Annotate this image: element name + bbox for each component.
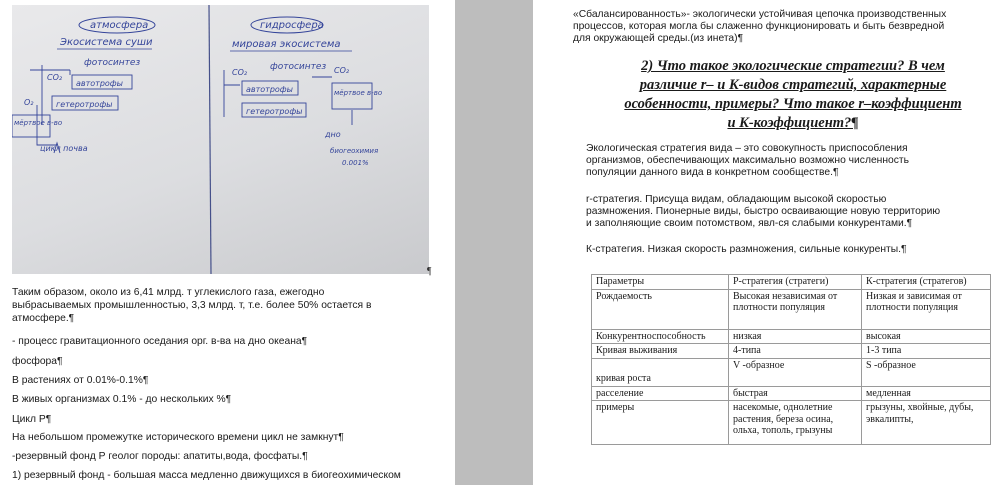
table-row [592, 401, 991, 445]
photo-pilcrow: ¶ [427, 266, 432, 277]
left-paragraph-1: Таким образом, около из 6,41 млрд. т углекислого газа, ежегодно [12, 287, 325, 298]
table-header-cell: К-стратегия (стратегов) [862, 275, 991, 290]
para1-line-1: Экологическая стратегия вида – это совокупность приспособления [586, 143, 908, 154]
para1-line-2: организмов, обеспечивающих максимально возможно численность [586, 155, 910, 166]
table-cell: Конкурентноспособность [592, 329, 729, 344]
para3: К-стратегия. Низкая скорость размножения, сильные конкуренты.¶ [586, 244, 907, 255]
heterotrophs-right-text: гетеротрофы [246, 107, 303, 116]
biogeochem-text: биогеохимия [330, 147, 379, 155]
para1-line-3: популяции данного вида в конкретном сообществе.¶ [586, 167, 839, 178]
bottom-text: дно [325, 130, 341, 139]
handwritten-notes-photo [12, 5, 429, 274]
left-paragraph-4: - процесс гравитационного оседания орг. в-ва на дно океана¶ [12, 336, 308, 347]
table-cell: S -образное [862, 358, 991, 386]
left-title-text: атмосфера [90, 20, 149, 31]
para2-line-1: r-стратегия. Присуща видам, обладающим высокой скоростью [586, 194, 887, 205]
photosynthesis-left-text: фотосинтез [84, 58, 141, 68]
table-cell: высокая [862, 329, 991, 344]
table-row [592, 386, 991, 401]
table-header-cell: Параметры [592, 275, 729, 290]
right-title-text: гидросфера [260, 20, 324, 31]
percent-text: 0.001% [342, 159, 369, 167]
left-subtitle-text: Экосистема суши [60, 37, 153, 48]
table-cell: Рождаемость [592, 289, 729, 329]
table-cell: грызуны, хвойные, дубы, эвкалипты, [862, 401, 991, 445]
right-document-page [533, 0, 1000, 485]
left-paragraph-10: -резервный фонд Р геолог породы: апатиты,вода, фосфаты.¶ [12, 451, 308, 462]
left-paragraph-8: Цикл Р¶ [12, 414, 52, 425]
table-cell: 1-3 типа [862, 344, 991, 359]
para2-line-3: и заполняющие своим потомством, явл-ся слабыми конкурентами.¶ [586, 218, 913, 229]
table-row [592, 289, 991, 329]
photosynthesis-right-text: фотосинтез [270, 62, 327, 72]
co2-left-text: CO₂ [47, 73, 63, 82]
heterotrophs-left-text: гетеротрофы [56, 100, 113, 109]
table-row [592, 329, 991, 344]
heading-line-3: особенности, примеры? Что такое r–коэффициент [624, 96, 962, 112]
left-paragraph-9: На небольшом промежутке исторического времени цикл не замкнут¶ [12, 432, 344, 443]
table-cell: 4-типа [729, 344, 862, 359]
co2-right-text-1: CO₂ [232, 68, 248, 77]
table-header-row [592, 275, 991, 290]
heading-line-2: различие r– и K-видов стратегий, характерные [639, 77, 947, 93]
para2-line-2: размножения. Пионерные виды, быстро осваивающие новую территорию [586, 206, 941, 217]
intro-line-2: процессов, которая могла бы слаженно функционировать и быть безвредной [573, 21, 945, 32]
table-cell: медленная [862, 386, 991, 401]
table-cell: Низкая и зависимая от плотности популяция [862, 289, 991, 329]
soil-cycle-text: цикл почва [40, 144, 88, 153]
dead-matter-right-text: мёртвое в-во [334, 89, 383, 97]
left-document-page [0, 0, 455, 485]
table-cell: Кривая выживания [592, 344, 729, 359]
left-paragraph-7: В живых организмах 0.1% - до нескольких %¶ [12, 394, 232, 405]
handwritten-diagram [12, 5, 429, 274]
left-paragraph-6: В растениях от 0.01%-0.1%¶ [12, 375, 149, 386]
intro-line-3: для окружающей среды.(из инета)¶ [573, 33, 744, 44]
co2-right-text-2: CO₂ [334, 66, 350, 75]
strategy-comparison-table [591, 274, 991, 445]
autotrophs-left-text: автотрофы [76, 79, 123, 88]
table-cell: примеры [592, 401, 729, 445]
left-paragraph-3: атмосфере.¶ [12, 313, 75, 324]
o2-left-text: O₂ [24, 98, 34, 107]
table-cell: кривая роста [592, 358, 729, 386]
table-cell: низкая [729, 329, 862, 344]
autotrophs-right-text: автотрофы [246, 85, 293, 94]
left-paragraph-5: фосфора¶ [12, 356, 63, 367]
table-cell: быстрая [729, 386, 862, 401]
table-cell: V -образное [729, 358, 862, 386]
table-row [592, 344, 991, 359]
table-row [592, 358, 991, 386]
right-subtitle-text: мировая экосистема [232, 39, 341, 50]
table-cell: расселение [592, 386, 729, 401]
heading-line-1: 2) Что такое экологические стратегии? В чем [641, 58, 945, 74]
left-paragraph-2: выбрасываемых промышленностью, 3,3 млрд. т, т.е. более 50% остается в [12, 300, 372, 311]
table-header-cell: Р-стратегия (стратеги) [729, 275, 862, 290]
intro-line-1: «Сбалансированность»- экологически устойчивая цепочка производственных [573, 9, 947, 20]
heading-line-4: и K-коэффициент?¶ [727, 115, 859, 131]
table-cell: насекомые, однолетние растения, береза осина, ольха, тополь, грызуны [729, 401, 862, 445]
left-paragraph-11: 1) резервный фонд - большая масса медленно движущихся в биогеохимическом [12, 470, 401, 481]
dead-matter-left-text: мёртвое в-во [14, 119, 63, 127]
table-cell: Высокая независимая от плотности популяция [729, 289, 862, 329]
